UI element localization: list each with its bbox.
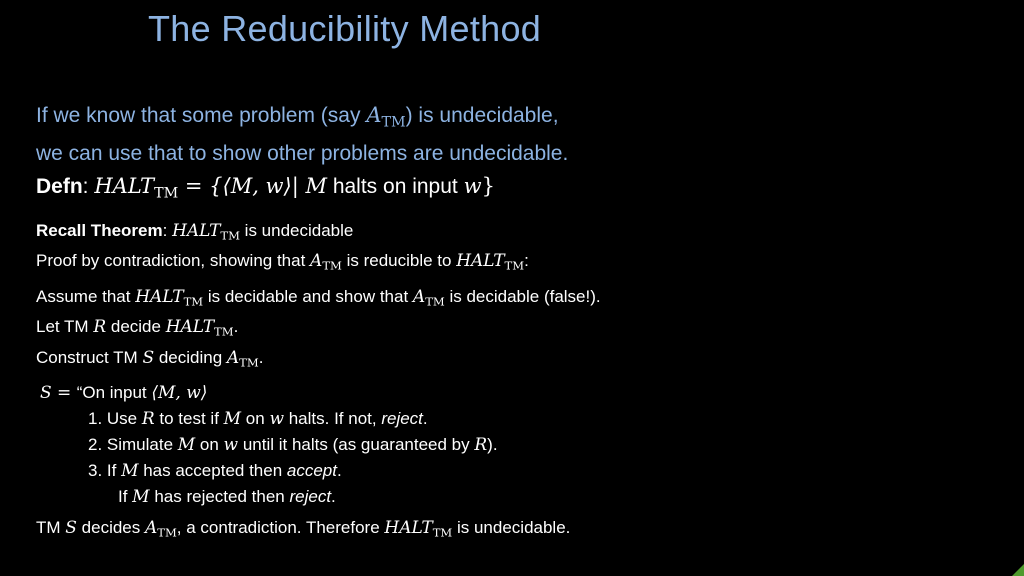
definition-line: Defn: $HALT_{TM}$ = {⟨M, w⟩| M halts on input w} [36,174,495,202]
intro-line-1: If we know that some problem (say $A_{TM}$) is undecidable, [36,103,559,131]
construct-line: Construct TM S deciding $A_{TM}$. [36,347,264,370]
conclusion-line: TM S decides $A_{TM}$, a contradiction. Therefore $HALT_{TM}$ is undecidable. [36,518,571,540]
proof-line: Proof by contradiction, showing that $A_{TM}$ is reducible to $HALT_{TM}$: [36,251,529,273]
step-3-continuation: If M has rejected then reject. [118,487,336,508]
intro-line-2: we can use that to show other problems are undecidable. [36,142,569,166]
step-1: 1. Use R to test if M on w halts. If not, reject. [88,409,428,430]
step-2: 2. Simulate M on w until it halts (as guaranteed by R). [88,435,498,456]
recall-theorem-line: Recall Theorem: $HALT_{TM}$ is undecidable [36,221,354,243]
step-3: 3. If M has accepted then accept. [88,461,342,482]
slide-title: The Reducibility Method [148,8,542,49]
let-line: Let TM R decide $HALT_{TM}$. [36,317,239,339]
corner-accent-triangle [1012,564,1024,576]
intro-paragraph [36,100,568,169]
assume-line: Assume that $HALT_{TM}$ is decidable and show that $A_{TM}$ is decidable (false!). [36,286,601,309]
machine-definition-line: S = “On input ⟨M, w⟩ [40,383,208,404]
proof-body [36,218,601,546]
